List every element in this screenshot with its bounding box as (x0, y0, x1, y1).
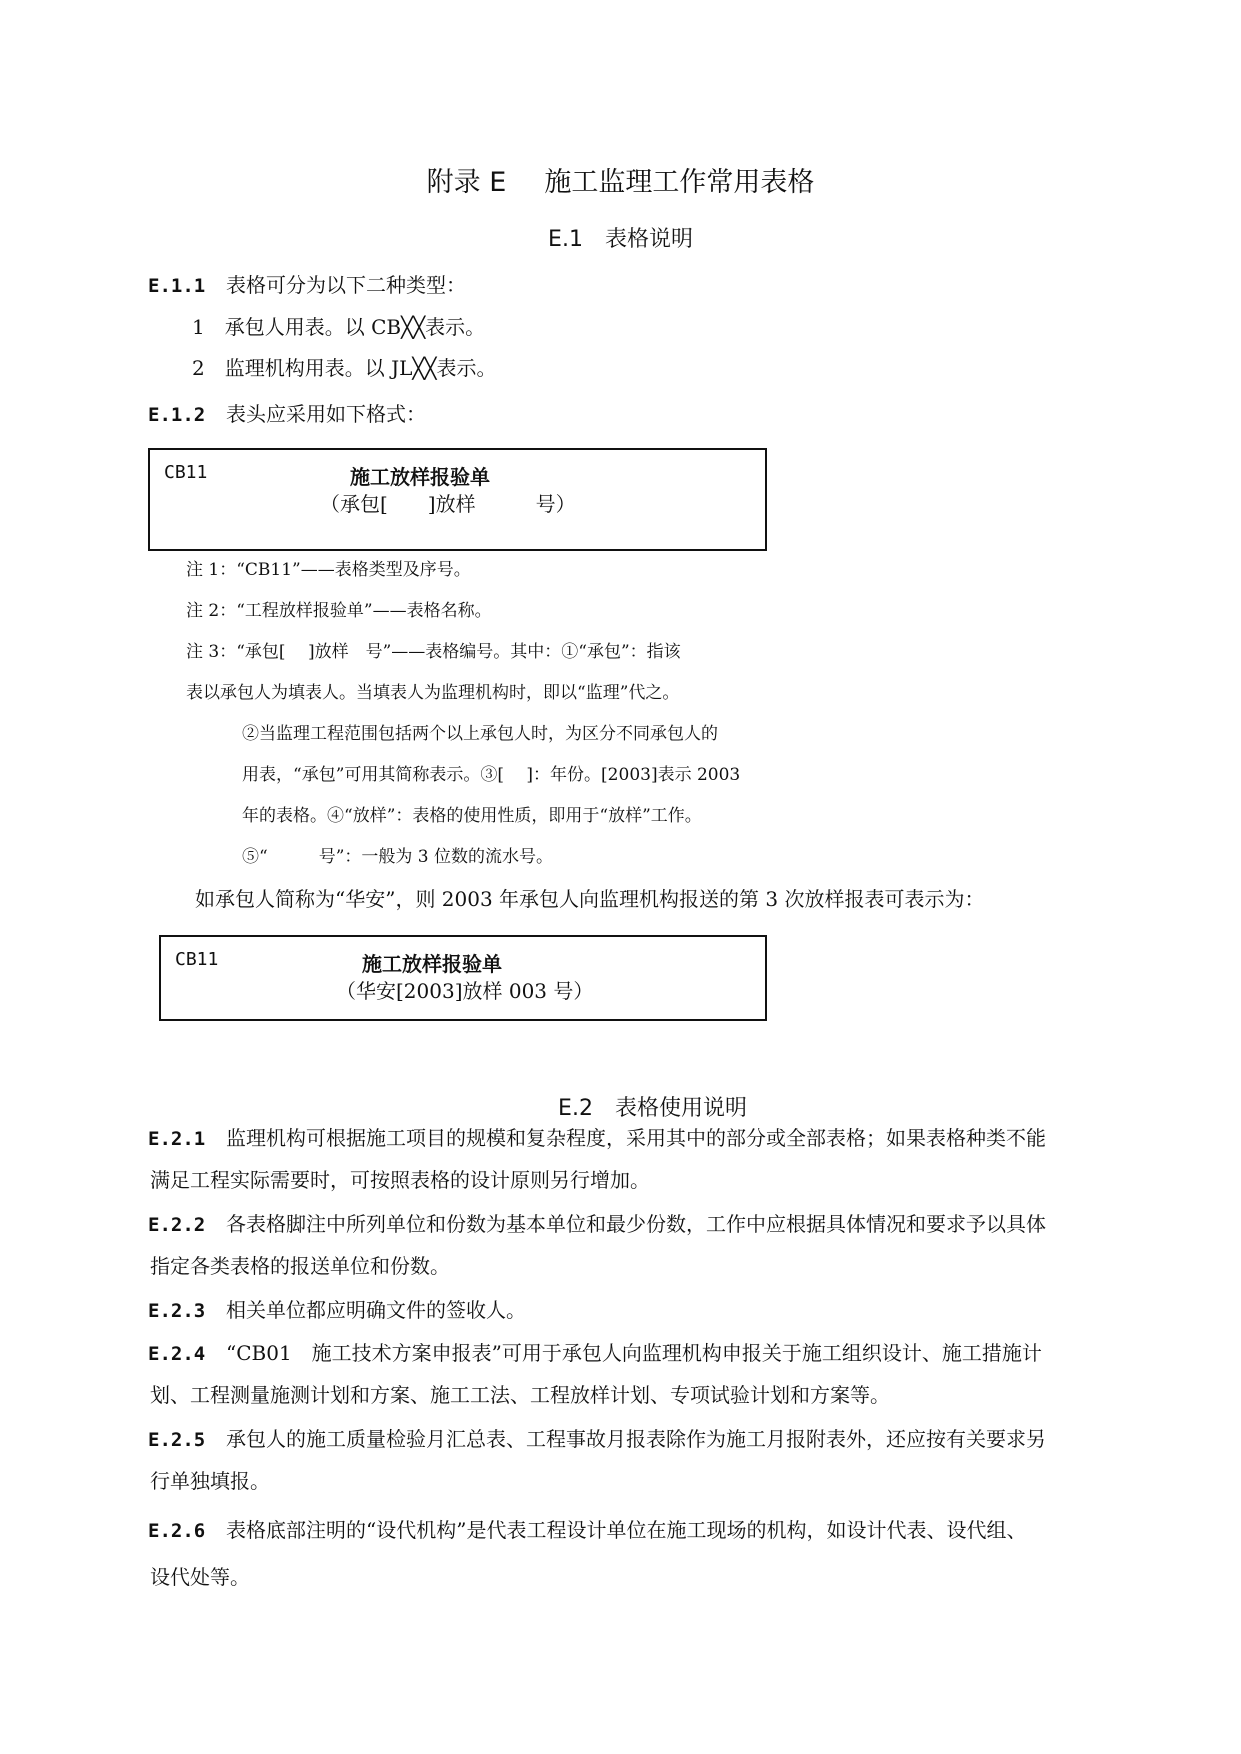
section-e2-number: E.2 (558, 1096, 593, 1121)
clause-text: 各表格脚注中所列单位和份数为基本单位和最少份数，工作中应根据具体情况和要求予以具体 (226, 1212, 1046, 1236)
note-3-cont-4: 年的表格。④“放样”：表格的使用性质，即用于“放样”工作。 (242, 806, 702, 826)
list-item-2: 2 监理机构用表。以 JL╳╳表示。 (192, 356, 497, 380)
note-3-cont-3: 用表，“承包”可用其简称表示。③[ ]：年份。[2003]表示 2003 (242, 765, 741, 785)
filled-form-header (159, 935, 767, 1021)
clause-text: 相关单位都应明确文件的签收人。 (226, 1298, 526, 1322)
clause-number: E.2.6 (148, 1520, 206, 1542)
example-form-header (148, 448, 767, 551)
clause-e226-cont: 设代处等。 (150, 1565, 250, 1589)
appendix-label: 附录 E (426, 167, 507, 198)
clause-e221 (148, 1124, 1046, 1153)
clause-number: E.2.1 (148, 1128, 206, 1150)
clause-e112 (148, 400, 426, 429)
note-2: 注 2：“工程放样报验单”——表格名称。 (186, 601, 492, 621)
form-code: CB11 (164, 462, 208, 483)
clause-number: E.2.4 (148, 1343, 206, 1365)
clause-e111 (148, 271, 466, 300)
clause-e221-cont: 满足工程实际需要时，可按照表格的设计原则另行增加。 (150, 1168, 650, 1192)
note-3-cont-2: ②当监理工程范围包括两个以上承包人时，为区分不同承包人的 (242, 724, 718, 744)
clause-text: 表格可分为以下二种类型： (226, 273, 466, 297)
clause-e225 (148, 1425, 1046, 1454)
clause-text: 承包人的施工质量检验月汇总表、工程事故月报表除作为施工月报附表外，还应按有关要求另 (226, 1427, 1046, 1451)
clause-text: 监理机构可根据施工项目的规模和复杂程度，采用其中的部分或全部表格；如果表格种类不能 (226, 1126, 1046, 1150)
form-number: （华安[2003]放样 003 号） (336, 979, 594, 1003)
clause-number: E.2.2 (148, 1214, 206, 1236)
form-title: 施工放样报验单 (350, 465, 490, 489)
list-item-1: 1 承包人用表。以 CB╳╳表示。 (192, 315, 486, 339)
clause-e223 (148, 1296, 526, 1325)
form-title: 施工放样报验单 (362, 952, 502, 976)
clause-number: E.2.3 (148, 1300, 206, 1322)
note-1: 注 1：“CB11”——表格类型及序号。 (186, 560, 471, 580)
section-e2-heading (32, 1091, 1241, 1122)
example-intro: 如承包人简称为“华安”，则 2003 年承包人向监理机构报送的第 3 次放样报表可表示为： (195, 887, 985, 911)
clause-text: 表格底部注明的“设代机构”是代表工程设计单位在施工现场的机构，如设计代表、设代组、 (226, 1518, 1027, 1542)
clause-e226 (148, 1516, 1026, 1545)
clause-e222 (148, 1210, 1046, 1239)
section-e1-number: E.1 (548, 227, 583, 252)
clause-e225-cont: 行单独填报。 (150, 1469, 270, 1493)
clause-e224 (148, 1339, 1042, 1368)
clause-number: E.2.5 (148, 1429, 206, 1451)
clause-e222-cont: 指定各类表格的报送单位和份数。 (150, 1254, 450, 1278)
clause-text: “CB01 施工技术方案申报表”可用于承包人向监理机构申报关于施工组织设计、施工措施计 (226, 1341, 1042, 1365)
form-number: （承包[ ]放样 号） (320, 492, 576, 516)
note-3: 注 3：“承包[ ]放样 号”——表格编号。其中：①“承包”：指该 (186, 642, 681, 662)
section-e1-heading (0, 222, 1241, 253)
appendix-title-text: 施工监理工作常用表格 (544, 167, 815, 198)
note-3-cont-1: 表以承包人为填表人。当填表人为监理机构时，即以“监理”代之。 (186, 683, 680, 703)
clause-number: E.1.2 (148, 404, 206, 426)
section-e1-title: 表格说明 (604, 227, 693, 252)
section-e2-title: 表格使用说明 (614, 1096, 747, 1121)
appendix-title (0, 160, 1241, 199)
form-code: CB11 (175, 949, 219, 970)
clause-e224-cont: 划、工程测量施测计划和方案、施工工法、工程放样计划、专项试验计划和方案等。 (150, 1383, 890, 1407)
clause-text: 表头应采用如下格式： (226, 402, 426, 426)
clause-number: E.1.1 (148, 275, 206, 297)
note-3-cont-5: ⑤“ 号”：一般为 3 位数的流水号。 (242, 847, 554, 867)
